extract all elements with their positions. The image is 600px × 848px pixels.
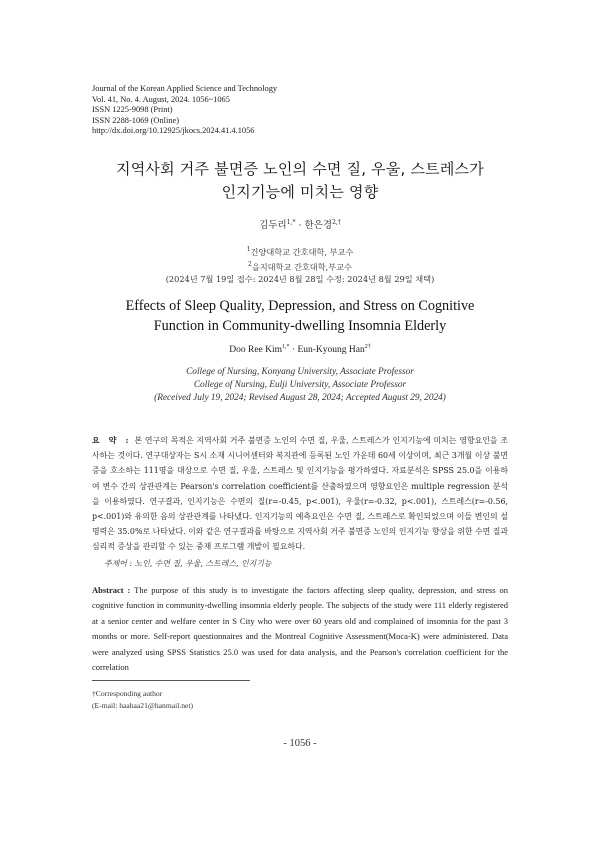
english-author1: Doo Ree Kim <box>229 345 283 355</box>
english-title-line1: Effects of Sleep Quality, Depression, and Stress on Cognitive <box>125 298 475 314</box>
korean-title-line2: 인지기능에 미치는 영향 <box>221 183 379 201</box>
english-author-separator: · <box>289 345 298 355</box>
english-dates: (Received July 19, 2024; Revised August 28, 2024; Accepted August 29, 2024) <box>154 393 446 404</box>
korean-affil1-sup: 1 <box>246 246 251 253</box>
korean-keywords: 주제어 : 노인, 수면 질, 우울, 스트레스, 인지기능 <box>104 559 272 568</box>
journal-name: Journal of the Korean Applied Science and Technology <box>92 84 278 93</box>
korean-author1-sup: 1,* <box>286 219 296 226</box>
korean-authors <box>0 217 600 231</box>
korean-author2-sup: 2,† <box>332 219 341 226</box>
english-affiliations <box>0 366 600 406</box>
english-abstract <box>92 583 508 675</box>
english-author2-sup: 2† <box>364 344 371 350</box>
korean-affil2 <box>0 259 600 274</box>
english-abstract-text: The purpose of this study is to investigate the factors affecting sleep quality, depression, and stress on cognitive function in community-dwelling insomnia elderly people. The subjects of the study were 111 elderly registered at a senior center and welfare center in S City who were over 60 years old and complained of insomnia for the past 3 months or more. Self-report questionnaires and the Montreal Cognitive Assessment(Moca-K) were administered. Data were analyzed using SPSS Statistics 25.0 was used for data analysis, and the Pearson's correlation coefficient for the correlation <box>92 585 508 673</box>
english-title-line2: Function in Community-dwelling Insomnia Elderly <box>153 318 447 334</box>
korean-affil2-sup: 2 <box>248 260 252 268</box>
journal-volume: Vol. 41, No. 4. August, 2024. 1056~1065 <box>92 94 230 104</box>
korean-title-line1: 지역사회 거주 불면증 노인의 수면 질, 우울, 스트레스가 <box>116 160 484 178</box>
korean-abstract-label: 요 약 : <box>92 436 132 445</box>
english-title <box>0 296 600 336</box>
doi-link[interactable]: http://dx.doi.org/10.12925/jkocs.2024.41.4.1056 <box>92 126 255 136</box>
korean-title <box>0 158 600 204</box>
korean-affil1 <box>0 244 600 259</box>
korean-author-separator: · <box>295 220 305 231</box>
journal-header <box>92 84 277 137</box>
issn-online: ISSN 2288-1069 (Online) <box>92 115 180 125</box>
english-author1-sup: 1,* <box>282 344 290 350</box>
english-abstract-label: Abstract : <box>92 585 131 595</box>
footnote-divider <box>92 680 250 681</box>
english-author2: Eun-Kyoung Han <box>297 345 365 355</box>
korean-abstract <box>92 433 508 555</box>
korean-author1: 김두리 <box>259 220 287 231</box>
korean-dates: (2024년 7월 19일 접수: 2024년 8월 28일 수정: 2024년 8월 29일 채택) <box>165 274 435 284</box>
page-number: - 1056 - <box>283 738 317 749</box>
issn-print: ISSN 1225-9098 (Print) <box>92 105 173 115</box>
korean-affiliations <box>0 244 600 286</box>
corresponding-author-note: †Corresponding author <box>92 689 163 698</box>
korean-affil2-text: 을지대학교 간호대학,부교수 <box>251 261 352 272</box>
korean-author2: 한은경 <box>304 220 333 231</box>
korean-affil1-text: 건양대학교 간호대학, 부교수 <box>250 247 354 257</box>
english-authors <box>0 344 600 355</box>
corresponding-email: (E-mail: haahaa21@hanmail.net) <box>92 701 194 710</box>
korean-abstract-text: 본 연구의 목적은 지역사회 거주 불면증 노인의 수면 질, 우울, 스트레스가 인지기능에 미치는 영향요인을 조사하는 것이다. 연구대상자는 S시 소재 시니어센터와 복지관에 등록된 노인 가운데 60세 이상이며, 최근 3개월 이상 불면증을 호소하는 111명을 대상으로 수면 질, 우울, 스트레스 및 인지기능을 평가하였다. 자료분석은 SPSS 25.0을 이용하여 변수 간의 상관관계는 Pearson's correlation coefficient를 산출하였으며 영향요인은 multiple regression 분석을 이용하였다. 연구결과, 인지기능은 수면의 질(r=-0.45, p<.001), 우울(r=-0.32, p<.001), 스트레스(r=-0.56, p<.001)와 유의한 음의 상관관계를 나타냈다. 인지기능의 예측요인은 수면 질, 스트레스로 확인되었으며 이들 변인의 설명력은 35.0%로 나타났다. 이와 같은 연구결과를 바탕으로 지역사회 거주 불면증 노인의 인지기능 향상을 위한 수면 질과 심리적 증상을 관리할 수 있는 중재 프로그램 개발이 필요하다. <box>92 436 508 552</box>
english-affil2: College of Nursing, Eulji University, Associate Professor <box>193 380 407 391</box>
footnote <box>92 688 193 712</box>
english-affil1: College of Nursing, Konyang University, Associate Professor <box>186 367 414 377</box>
